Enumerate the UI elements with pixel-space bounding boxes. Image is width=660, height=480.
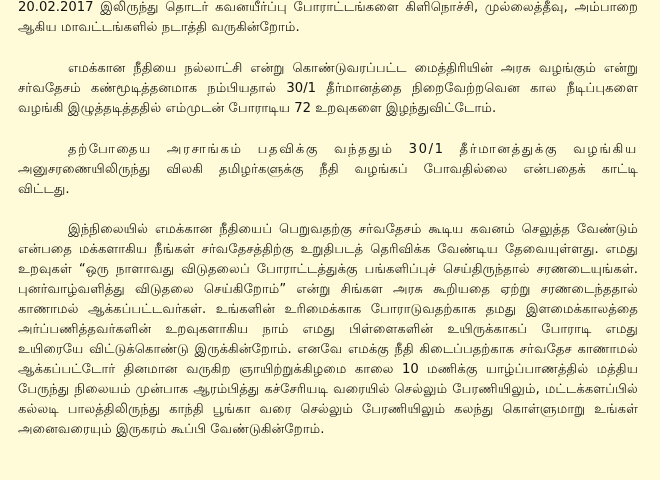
paragraph-2-line-2: சர்வதேசம் கண்மூடித்தனமாக நம்பியதால் 30/1 தீர்மானத்தை நிறைவேற்றவென கால நீடிப்புகளை: [18, 81, 638, 96]
paragraph-4-line-10: கல்லடி பாலத்திலிருந்து காந்தி பூங்கா வரை செல்லும் பேரணியிலும் கலந்து கொள்ளுமாறு உங்கள்: [18, 402, 638, 417]
paragraph-3-line-2: அனுசரணையிலிருந்து விலகி தமிழர்களுக்கு நீதி வழங்கப் போவதில்லை என்பதைக் காட்டி: [18, 162, 638, 177]
paragraph-4-line-8: ஆக்கப்பட்டோர் தினமான வருகிற ஞாயிற்றுக்கிழமை காலை 10 மணிக்கு யாழ்ப்பாணத்தில் மத்திய: [18, 362, 638, 377]
paragraph-4-line-7: உயிரையே விட்டுக்கொண்டு இருக்கின்றோம். எனவே எமக்கு நீதி கிடைப்பதற்காக சர்வதேச காணாமல்: [18, 342, 638, 357]
paragraph-4-line-6: அர்ப்பணித்தவர்களின் உறவுகளாகிய நாம் எமது பிள்ளைகளின் உயிருக்காகப் போராடி எமது: [18, 322, 638, 337]
paragraph-1-line-1: 20.02.2017 இலிருந்து தொடர் கவனயீர்ப்பு போராட்டங்களை கிளிநொச்சி, முல்லைத்தீவு, அம்பாறை: [18, 0, 638, 15]
paragraph-3-line-1: தற்போதைய அரசாங்கம் பதவிக்கு வந்ததும் 30/1 தீர்மானத்துக்கு வழங்கிய: [68, 142, 638, 157]
paragraph-4-line-2: என்பதை மக்களாகிய நீங்கள் சர்வதேசத்திற்கு உறுதிபடத் தெரிவிக்க வேண்டிய தேவையுள்ளது. எமது: [18, 242, 638, 257]
paragraph-4-line-5: காணாமல் ஆக்கப்பட்டவர்கள். உங்களின் உரிமைக்காக போராடுவதற்காக தமது இளமைக்காலத்தை: [18, 302, 638, 317]
paragraph-3-line-3: விட்டது.: [18, 182, 70, 197]
paragraph-2-line-1: எமக்கான நீதியை நல்லாட்சி என்று கொண்டுவரப்பட்ட மைத்திரியின் அரசு வழங்கும் என்று: [68, 61, 638, 76]
paragraph-4-line-3: உறவுகள் “ஒரு நாளாவது விடுதலைப் போராட்டத்துக்கு பங்களிப்புச் செய்திருந்தால் சரணடையுங்கள்.: [18, 262, 638, 277]
paragraph-1-line-2: ஆகிய மாவட்டங்களில் நடாத்தி வருகின்றோம்.: [18, 20, 300, 35]
paragraph-4-line-4: புனர்வாழ்வளித்து விடுதலை செய்கிறோம்” என்று சிங்கள அரசு கூறியதை ஏற்று சரணடைந்ததால்: [18, 282, 638, 297]
paragraph-4-line-1: இந்நிலையில் எமக்கான நீதியைப் பெறுவதற்கு சர்வதேசம் கூடிய கவனம் செலுத்த வேண்டும்: [68, 222, 638, 237]
paragraph-4-line-11: அனைவரையும் இருகரம் கூப்பி வேண்டுகின்றோம்.: [18, 422, 325, 437]
paragraph-4-line-9: பேருந்து நிலையம் முன்பாக ஆரம்பித்து கச்சேரியடி வரையில் செல்லும் பேரணியிலும், மட்டக்களப்பில்: [18, 382, 638, 397]
paragraph-2-line-3: வழங்கி இழுத்தடித்ததில் எம்முடன் போராடிய 72 உறவுகளை இழந்துவிட்டோம்.: [18, 101, 497, 116]
